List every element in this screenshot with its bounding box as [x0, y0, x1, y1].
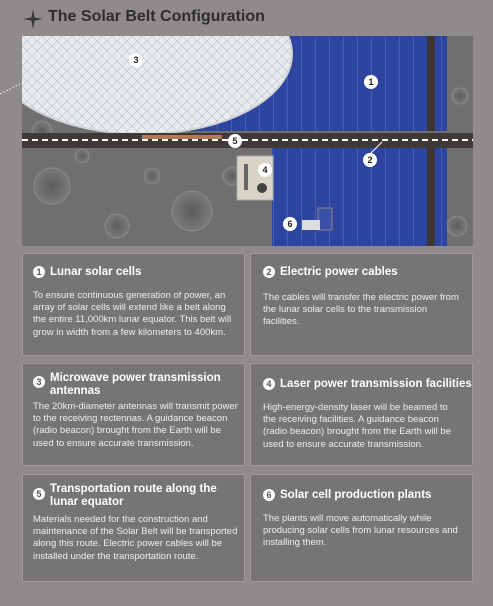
card-title: Transportation route along the lunar equator — [50, 483, 217, 508]
svg-text:2: 2 — [367, 155, 373, 165]
card-body: The plants will move automatically while producing solar cells from lunar resources and installing them. — [263, 513, 458, 549]
solar-belt-illustration — [22, 36, 473, 246]
card-number-badge: 3 — [33, 376, 45, 388]
title-bar — [0, 0, 493, 36]
card-transportation-route — [22, 474, 245, 582]
card-body: Materials needed for the construction and maintenance of the Solar Belt will be transported along this route. Electric power cables will be installed under the transportation route. — [33, 514, 238, 562]
card-laser-facilities — [250, 363, 473, 466]
card-title: Solar cell production plants — [280, 489, 432, 501]
solar-cell-array-lower — [272, 146, 432, 246]
card-number-badge: 6 — [263, 489, 275, 501]
card-body: The 20km-diameter antennas will transmit power to the receiving rectennas. A guidance beacon (radio beacon) brought from the Earth will be used to ensure accurate transmission. — [33, 401, 238, 449]
svg-text:1: 1 — [368, 77, 374, 87]
sparkle-icon — [22, 8, 44, 30]
card-production-plants — [250, 474, 473, 582]
card-number-badge: 2 — [263, 266, 275, 278]
svg-text:3: 3 — [133, 55, 139, 65]
svg-text:5: 5 — [232, 136, 238, 146]
card-body: The cables will transfer the electric power from the lunar solar cells to the transmission facilities. — [263, 292, 459, 328]
callout-6 — [283, 217, 297, 231]
card-microwave-antennas — [22, 363, 245, 466]
card-title: Lunar solar cells — [50, 266, 142, 278]
card-body: High-energy-density laser will be beamed to the receiving facilities. A guidance beacon (radio beacon) brought from the Earth will be used to ensure accurate transmission. — [263, 402, 451, 450]
card-title: Microwave power transmission antennas — [50, 372, 221, 397]
svg-text:4: 4 — [262, 165, 268, 175]
page-title: The Solar Belt Configuration — [48, 8, 265, 25]
card-electric-power-cables — [250, 253, 473, 356]
card-number-badge: 1 — [33, 266, 45, 278]
transport-vehicle — [142, 135, 222, 139]
card-lunar-solar-cells — [22, 253, 245, 356]
card-title: Electric power cables — [280, 266, 398, 278]
callout-5 — [228, 134, 242, 148]
callout-3 — [129, 53, 143, 67]
card-title: Laser power transmission facilities — [280, 378, 472, 390]
laser-facility — [237, 156, 273, 200]
callout-2 — [363, 153, 377, 167]
card-body: To ensure continuous generation of power, an array of solar cells will extend like a belt along the entire 11,000km lunar equator. This belt will grow in width from a few kilometers to 400km. — [33, 290, 232, 338]
card-number-badge: 4 — [263, 378, 275, 390]
callout-1 — [364, 75, 378, 89]
decorative-dotted-line — [0, 76, 24, 96]
svg-text:6: 6 — [287, 219, 293, 229]
callout-4 — [258, 163, 272, 177]
card-number-badge: 5 — [33, 488, 45, 500]
